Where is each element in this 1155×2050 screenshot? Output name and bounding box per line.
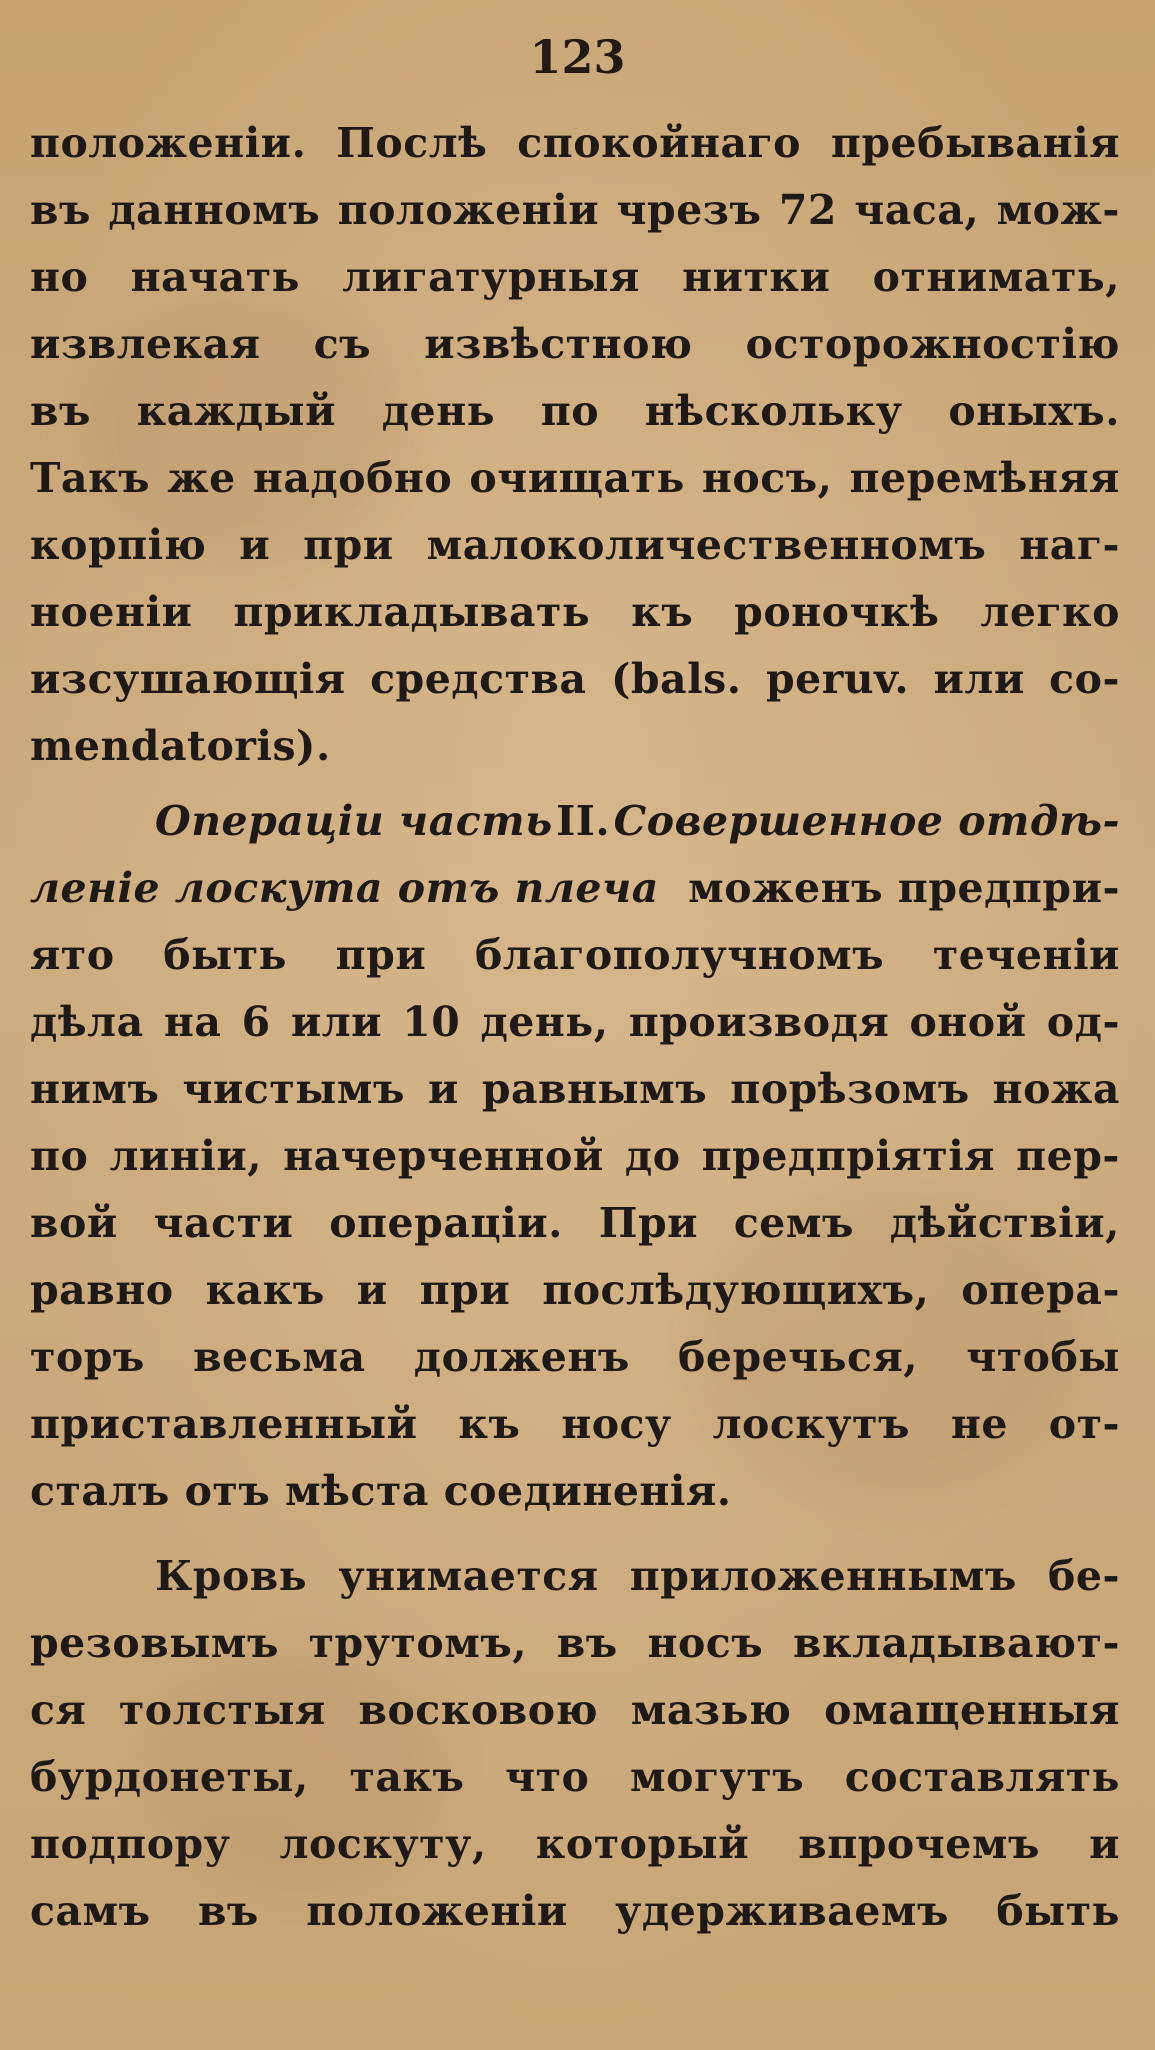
text-line: извлекая съ извѣстною осторожностію <box>30 320 1120 368</box>
text-line: Такъ же надобно очищать носъ, перемѣняя <box>30 454 1120 502</box>
text-line: приставленный къ носу лоскутъ не от- <box>30 1400 1120 1448</box>
text-line: по линіи, начерченной до предпріятія пер- <box>30 1132 1120 1180</box>
text-line: ято быть при благополучномъ теченіи <box>30 931 1120 979</box>
text-line: дѣла на 6 или 10 день, производя оной од- <box>30 998 1120 1046</box>
line2-roman: моженъ предпри- <box>688 864 1120 912</box>
text-line: равно какъ и при послѣдующихъ, опера- <box>30 1266 1120 1314</box>
text-line: торъ весьма долженъ беречься, чтобы <box>30 1333 1120 1381</box>
paragraph-lead-line <box>30 788 1120 855</box>
text-line: нимъ чистымъ и равнымъ порѣзомъ ножа <box>30 1065 1120 1113</box>
text-line: ноеніи прикладывать къ роночкѣ легко <box>30 588 1120 636</box>
text-line: сталъ отъ мѣста соединенія. <box>30 1467 732 1515</box>
lead-italic: Операціи часть <box>155 797 553 845</box>
text-line: самъ въ положеніи удерживаемъ быть <box>30 1887 1120 1935</box>
line2-italic: леніе лоскута отъ плеча <box>30 864 659 912</box>
text-line: Кровь унимается приложеннымъ бе- <box>155 1552 1120 1600</box>
page-number: 123 <box>529 30 626 84</box>
text-line: резовымъ трутомъ, въ носъ вкладывают- <box>30 1619 1120 1667</box>
text-line: подпору лоскуту, который впрочемъ и <box>30 1820 1120 1868</box>
text-line: изсушающія средства (bals. peruv. или со- <box>30 655 1120 703</box>
text-line: въ каждый день по нѣскольку оныхъ. <box>30 387 1120 435</box>
text-line: бурдонеты, такъ что могутъ составлять <box>30 1753 1120 1801</box>
text-line: mendatoris). <box>30 722 331 770</box>
text-line: въ данномъ положеніи чрезъ 72 часа, мож- <box>30 186 1120 234</box>
text-line: корпію и при малоколичественномъ наг- <box>30 521 1120 569</box>
text-line <box>30 855 1120 922</box>
body-text <box>30 110 1120 1945</box>
text-line: вой части операціи. При семъ дѣйствіи, <box>30 1199 1120 1247</box>
text-line: но начать лигатурныя нитки отнимать, <box>30 253 1120 301</box>
text-line: ся толстыя восковою мазью омащенныя <box>30 1686 1120 1734</box>
lead-italic-2: Совершенное отдѣ- <box>613 797 1120 845</box>
lead-roman: II. <box>556 797 611 845</box>
text-line: положеніи. Послѣ спокойнаго пребыванія <box>30 119 1120 167</box>
